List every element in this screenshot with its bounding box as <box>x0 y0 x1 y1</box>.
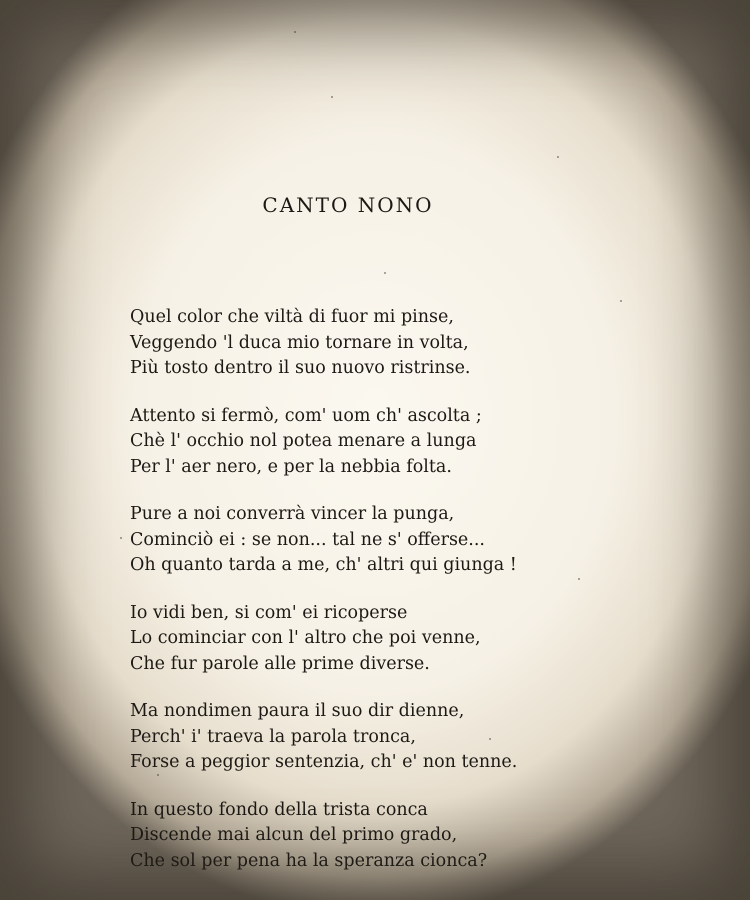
verse-line: Pure a noi converrà vincer la punga, <box>130 504 455 524</box>
stanza <box>130 798 570 875</box>
stanza <box>130 699 570 776</box>
verse-line: Che fur parole alle prime diverse. <box>130 653 430 674</box>
verse-line: Oh quanto tarda a me, ch' altri qui giunga ! <box>130 555 517 575</box>
ink-speck <box>120 537 122 539</box>
verse-line: Più tosto dentro il suo nuovo ristrinse. <box>130 358 471 378</box>
verse-line: Veggendo 'l duca mio tornare in volta, <box>130 332 469 353</box>
verse-line: Chè l' occhio nol potea menare a lunga <box>130 431 477 451</box>
ink-speck <box>557 156 559 158</box>
stanza <box>130 404 570 481</box>
verse-line: Ma nondimen paura il suo dir dienne, <box>130 701 465 721</box>
ink-speck <box>578 578 580 580</box>
verse-line: Quel color che viltà di fuor mi pinse, <box>130 307 454 327</box>
verse-line: Cominciò ei : se non... tal ne s' offerse... <box>130 529 485 550</box>
ink-speck <box>620 300 622 302</box>
verse-line: Per l' aer nero, e per la nebbia folta. <box>130 456 452 477</box>
verse-line: Perch' i' traeva la parola tronca, <box>130 726 416 747</box>
stanza <box>130 601 570 678</box>
verse-line: Lo cominciar con l' altro che poi venne, <box>130 628 481 648</box>
verse-line: Attento si fermò, com' uom ch' ascolta ; <box>130 405 482 426</box>
stanza <box>130 502 570 579</box>
stanza <box>130 305 570 382</box>
ink-speck <box>384 272 386 274</box>
ink-speck <box>331 96 333 98</box>
ink-speck <box>294 31 296 33</box>
verse-line: Che sol per pena ha la speranza cionca? <box>130 850 488 871</box>
poem-text <box>130 305 570 896</box>
page-title: CANTO NONO <box>262 193 434 217</box>
verse-line: Io vidi ben, si com' ei ricoperse <box>130 602 408 623</box>
verse-line: Forse a peggior sentenzia, ch' e' non tenne. <box>130 752 518 772</box>
verse-line: In questo fondo della trista conca <box>130 799 428 820</box>
verse-line: Discende mai alcun del primo grado, <box>130 825 458 845</box>
